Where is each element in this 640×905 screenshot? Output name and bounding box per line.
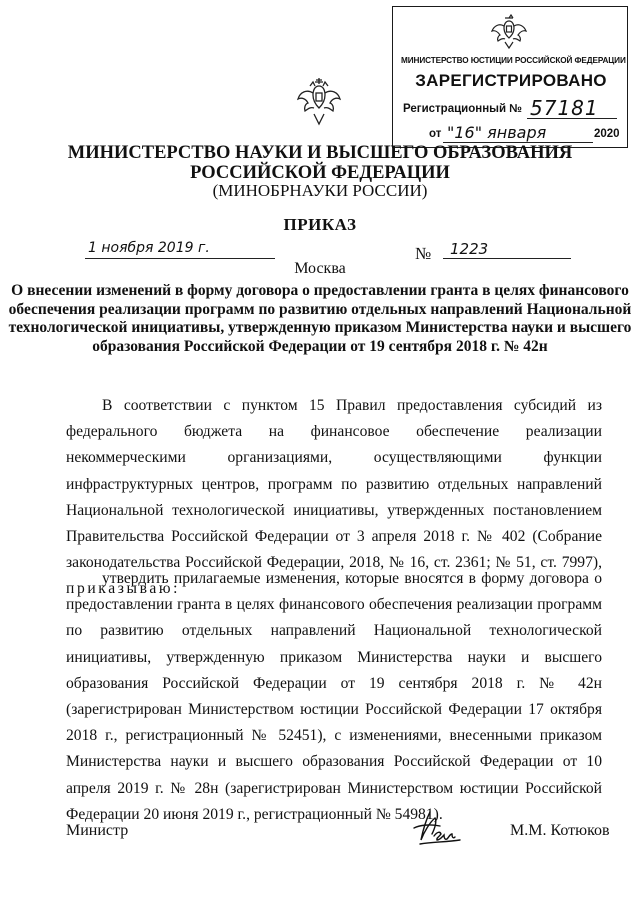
order-word: приказываю: (66, 580, 181, 598)
order-date: 1 ноября 2019 г. (88, 240, 210, 256)
stamp-date-year: 2020 (594, 128, 620, 140)
order-date-underline (85, 258, 275, 259)
stamp-ministry-name: МИНИСТЕРСТВО ЮСТИЦИИ РОССИЙСКОЙ ФЕДЕРАЦИИ (401, 56, 626, 65)
stamp-date-label: от (429, 128, 442, 140)
document-title: О внесении изменений в форму договора о предоставлении гранта в целях финансового обеспечения реализации программ по развитию отдельных направлений Национальной технологической инициативы, утвержденную приказом Министерства науки и высшего образования Российской Федерации от 19 сентября 2018 г. № 42н (8, 282, 632, 355)
stamp-regno-value: 57181 (530, 96, 599, 120)
signer-name: М.М. Котюков (510, 822, 610, 839)
city: Москва (294, 260, 346, 277)
document-type: ПРИКАЗ (283, 215, 357, 234)
stamp-regno-label: Регистрационный № (403, 103, 523, 115)
coat-of-arms-icon (296, 76, 342, 128)
ministry-short-name: (МИНОБРНАУКИ РОССИИ) (212, 181, 428, 200)
ministry-name: МИНИСТЕРСТВО НАУКИ И ВЫСШЕГО ОБРАЗОВАНИЯ РОССИЙСКОЙ ФЕДЕРАЦИИ (67, 143, 573, 183)
coat-of-arms-icon (489, 12, 529, 52)
stamp-registered-label: ЗАРЕГИСТРИРОВАНО (415, 71, 607, 90)
body-paragraph-2: утвердить прилагаемые изменения, которые вносятся в форму договора о предоставлении гранта в целях финансового обеспечения реализации программ по развитию отдельных направлений Национальной технологической инициативы, утвержденную приказом Министерства науки и высшего образования Российской Федерации от 19 сентября 2018 г. № 42н (зарегистрирован Министерством юстиции Российской Федерации 17 октября 2018 г., регистрационный № 52451), с изменениями, внесенными приказом Министерства науки и высшего образования Российской Федерации от 10 апреля 2019 г. № 28н (зарегистрирован Министерством юстиции Российской Федерации 20 июня 2019 г., регистрационный № 54981). (66, 570, 602, 823)
order-number-sign: № (415, 244, 432, 263)
signer-role: Министр (66, 822, 129, 839)
stamp-regno-underline (527, 118, 617, 119)
paragraph-1-text: В соответствии с пунктом 15 Правил предоставления субсидий из федерального бюджета на финансовое обеспечение реализации некоммерческими организациями, осуществляющими функции инфраструктурных центров, программ по развитию отдельных направлений Национальной технологической инициативы, утвержденных постановлением Правительства Российской Федерации от 3 апреля 2018 г. № 402 (Собрание законодательства Российской Федерации, 2018, № 16, ст. 2361; № 51, ст. 7997), (66, 397, 602, 572)
stamp-date-value: "16" января (447, 123, 547, 142)
handwritten-signature (400, 806, 480, 852)
registration-stamp (392, 6, 628, 148)
order-number: 1223 (450, 240, 489, 258)
order-number-underline (443, 258, 571, 259)
